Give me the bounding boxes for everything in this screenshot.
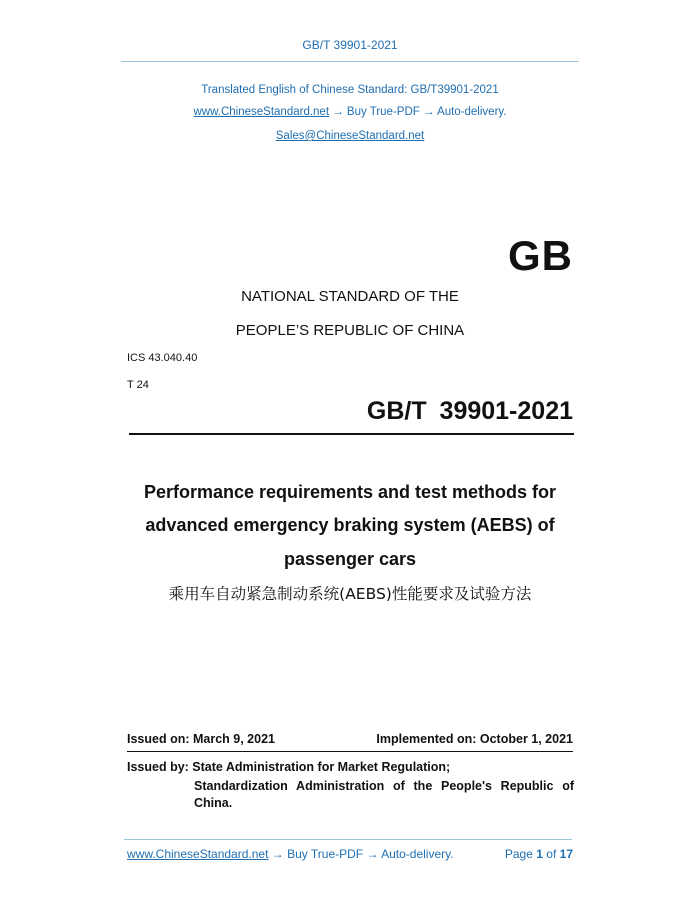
issue-divider [127, 751, 573, 752]
implemented-on: Implemented on: October 1, 2021 [376, 732, 573, 746]
standard-number-rule [129, 433, 574, 435]
national-standard-line2: PEOPLE’S REPUBLIC OF CHINA [235, 322, 465, 339]
footer-website-link[interactable]: www.ChineseStandard.net [127, 847, 269, 861]
classification-code: T 24 [127, 379, 149, 391]
footer-promo [127, 847, 454, 861]
footer-divider [124, 839, 572, 840]
footer-buy-text: → Buy True-PDF → Auto-delivery. [268, 847, 454, 861]
issued-on: Issued on: March 9, 2021 [127, 732, 275, 746]
title-line-1: Performance requirements and test methods for [143, 482, 557, 502]
title-line-3: passenger cars [283, 549, 417, 569]
ics-code: ICS 43.040.40 [127, 352, 198, 364]
page-current: 1 [536, 847, 543, 861]
sales-line [0, 130, 700, 142]
website-link[interactable]: www.ChineseStandard.net [193, 106, 330, 118]
buy-text: → Buy True-PDF → Auto-delivery. [329, 106, 507, 118]
page-indicator [505, 847, 573, 861]
page-total: 17 [559, 847, 573, 861]
translation-notice: Translated English of Chinese Standard: GB/T39901-2021 [201, 84, 499, 96]
title-line-2: advanced emergency braking system (AEBS) of [145, 515, 555, 535]
issuer-line-2: Standardization Administration of the People's Republic of [194, 779, 574, 793]
national-standard-line1: NATIONAL STANDARD OF THE [241, 288, 459, 305]
promo-line [0, 106, 700, 118]
page-header: GB/T 39901-2021 [302, 38, 398, 52]
standard-number: GB/T 39901-2021 [366, 397, 573, 425]
title-chinese: 乘用车自动紧急制动系统(AEBS)性能要求及试验方法 [168, 585, 532, 603]
page-label: Page [504, 847, 533, 861]
issuer-line-3: China. [194, 796, 233, 810]
sales-email-link[interactable]: Sales@ChineseStandard.net [275, 130, 425, 142]
header-divider [121, 61, 579, 62]
gb-mark: GB [508, 232, 573, 279]
page-of: of [546, 847, 557, 861]
issued-by: Issued by: State Administration for Market Regulation; [127, 760, 451, 774]
